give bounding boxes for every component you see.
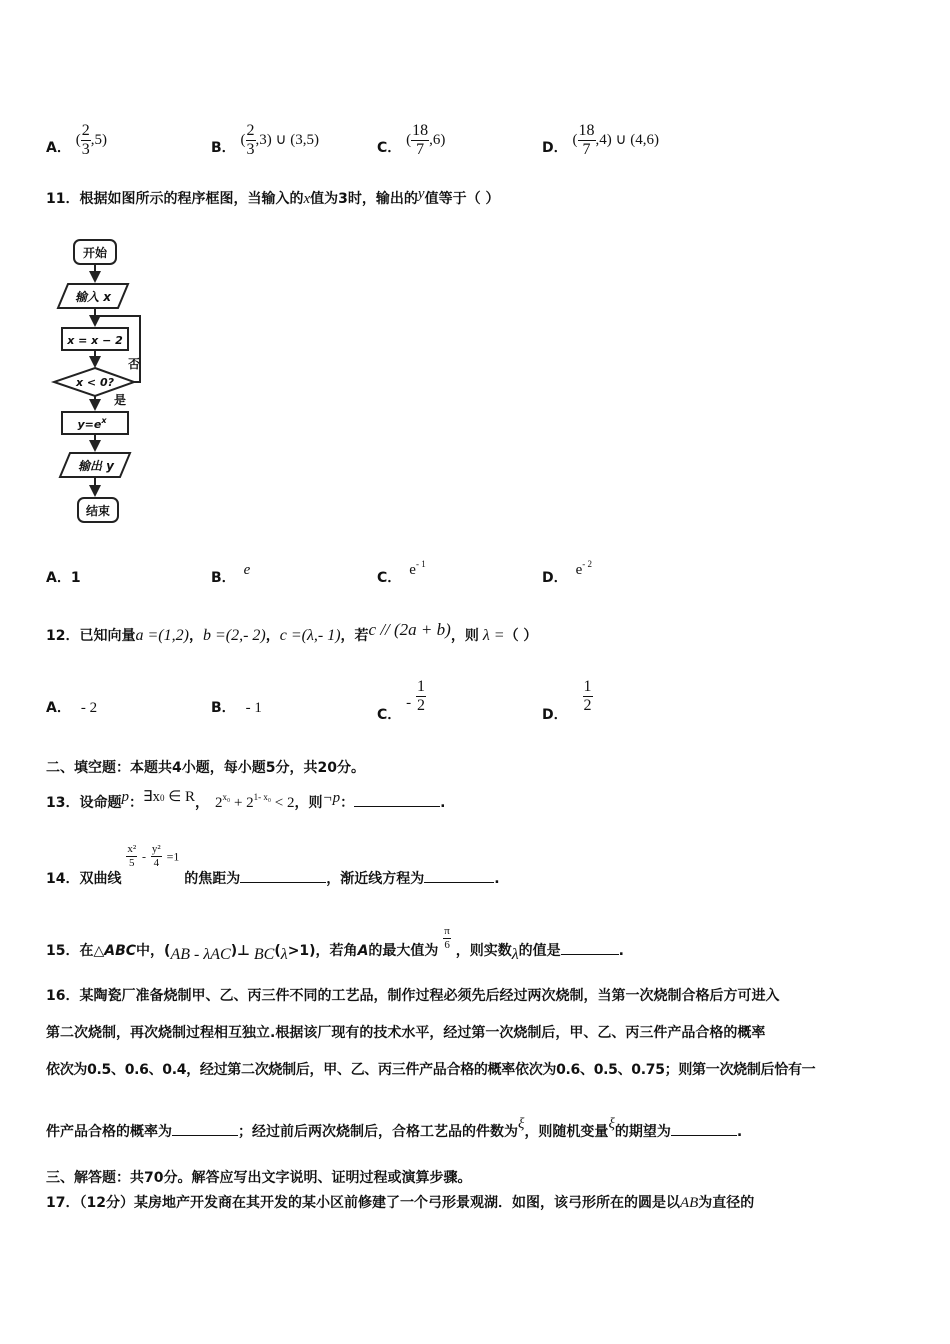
q11-option-a: A．1 bbox=[46, 570, 81, 586]
q10-option-d: D． ( $\frac{18}{7}$ ,4) ∪ (4,6) bbox=[542, 122, 659, 158]
q11-flowchart bbox=[48, 232, 153, 527]
fraction: $\frac{\text{x²}}{5}$ bbox=[127, 843, 137, 869]
flow-yes-label: 是 bbox=[113, 393, 127, 407]
q10-option-a: A． ( $\frac{2}{3}$ ,5) bbox=[46, 122, 107, 158]
q16-line-2: 第二次烧制，再次烧制过程相互独立.根据该厂现有的技术水平，经过第一次烧制后，甲、乙、丙三件产品合格的概率 bbox=[46, 1025, 766, 1041]
flow-output-label: 输出 y bbox=[77, 459, 115, 473]
q16-line-3: 依次为0.5、0.6、0.4，经过第二次烧制后，甲、乙、丙三件产品合格的概率依次为0.6、0.5、0.75；则第一次烧制后恰有一 bbox=[46, 1062, 816, 1078]
q15-stem: 15．在△ABC中，(AB - λAC)⊥ BC(λ>1)，若角A的最大值为 $\frac{\pi}{6}$ ，则实数λ的值是 . bbox=[46, 925, 624, 963]
q14-stem: 14．双曲线 $\frac{\text{x²}}{5}$ - $\frac{\text{y²}}{4}$ =1 的焦距为 ，渐近线方程为 . bbox=[46, 843, 500, 887]
q10-option-c: C． ( $\frac{18}{7}$ ,6) bbox=[377, 122, 446, 158]
option-label: B． bbox=[211, 139, 236, 156]
answer-blank bbox=[671, 1123, 737, 1136]
section-2-heading: 二、填空题：本题共4小题，每小题5分，共20分。 bbox=[46, 760, 365, 776]
q16-line-4: 件产品合格的概率为 ；经过前后两次烧制后，合格工艺品的件数为ξ，则随机变量ξ的期望为 . bbox=[46, 1116, 743, 1140]
q10-option-b: B． ( $\frac{2}{3}$ ,3) ∪ (3,5) bbox=[211, 122, 320, 158]
flow-assign-label: x = x − 2 bbox=[67, 334, 123, 347]
flow-no-label: 否 bbox=[127, 357, 141, 371]
answer-blank bbox=[424, 870, 494, 883]
q11-option-d: D． $e^{- 2}$ bbox=[542, 559, 593, 586]
fraction: $\frac{18}{7}$ bbox=[578, 122, 595, 158]
q11-option-c: C． $e^{- 1}$ bbox=[377, 559, 426, 586]
q12-option-a: A． - 2 bbox=[46, 700, 98, 716]
fraction: $\frac{18}{7}$ bbox=[412, 122, 429, 158]
flow-cond-label: x < 0? bbox=[75, 376, 115, 389]
fraction: $\frac{\text{y²}}{4}$ bbox=[151, 843, 161, 869]
flow-input-label: 输入 x bbox=[75, 290, 111, 304]
fraction: $\frac{1}{2}$ bbox=[583, 678, 592, 714]
option-label: A． bbox=[46, 139, 71, 156]
option-label: C． bbox=[377, 139, 402, 156]
answer-blank bbox=[561, 942, 619, 955]
q12-stem: 12．已知向量a =(1,2)，b =(2,- 2)，c =(λ,- 1)，若c // (2a + b)，则 λ =（ ） bbox=[46, 620, 538, 644]
section-3-heading: 三、解答题：共70分。解答应写出文字说明、证明过程或演算步骤。 bbox=[46, 1170, 472, 1186]
q17-stem: 17．（12分）某房地产开发商在其开发的某小区前修建了一个弓形景观湖．如图，该弓形所在的圆是以AB为直径的 bbox=[46, 1195, 755, 1211]
fraction: $\frac{1}{2}$ bbox=[417, 678, 426, 714]
fraction: $\frac{2}{3}$ bbox=[246, 122, 255, 158]
fraction: $\frac{2}{3}$ bbox=[81, 122, 90, 158]
flow-calc-label: $y=e^x$ bbox=[77, 416, 107, 431]
flow-end-label: 结束 bbox=[85, 504, 111, 518]
fraction: $\frac{\pi}{6}$ bbox=[444, 925, 450, 951]
q11-stem: 11．根据如图所示的程序框图，当输入的x值为3时，输出的y值等于（ ） bbox=[46, 186, 500, 207]
q12-option-b: B． - 1 bbox=[211, 700, 262, 716]
q12-option-d: D． $\frac{1}{2}$ bbox=[542, 678, 592, 723]
answer-blank bbox=[354, 794, 440, 807]
q11-option-b: B． e bbox=[211, 562, 251, 586]
option-label: D． bbox=[542, 139, 568, 156]
q16-line-1: 16．某陶瓷厂准备烧制甲、乙、丙三件不同的工艺品，制作过程必须先后经过两次烧制，当第一次烧制合格后方可进入 bbox=[46, 988, 780, 1004]
answer-blank bbox=[240, 870, 326, 883]
q13-stem: 13．设命题p：∃x0 ∈ R， $2^{x_0} + 2^{1- x_0} < 2$，则¬p： . bbox=[46, 789, 446, 811]
q12-option-c: C． - $\frac{1}{2}$ bbox=[377, 678, 426, 723]
answer-blank bbox=[172, 1123, 238, 1136]
flow-start-label: 开始 bbox=[82, 246, 108, 260]
